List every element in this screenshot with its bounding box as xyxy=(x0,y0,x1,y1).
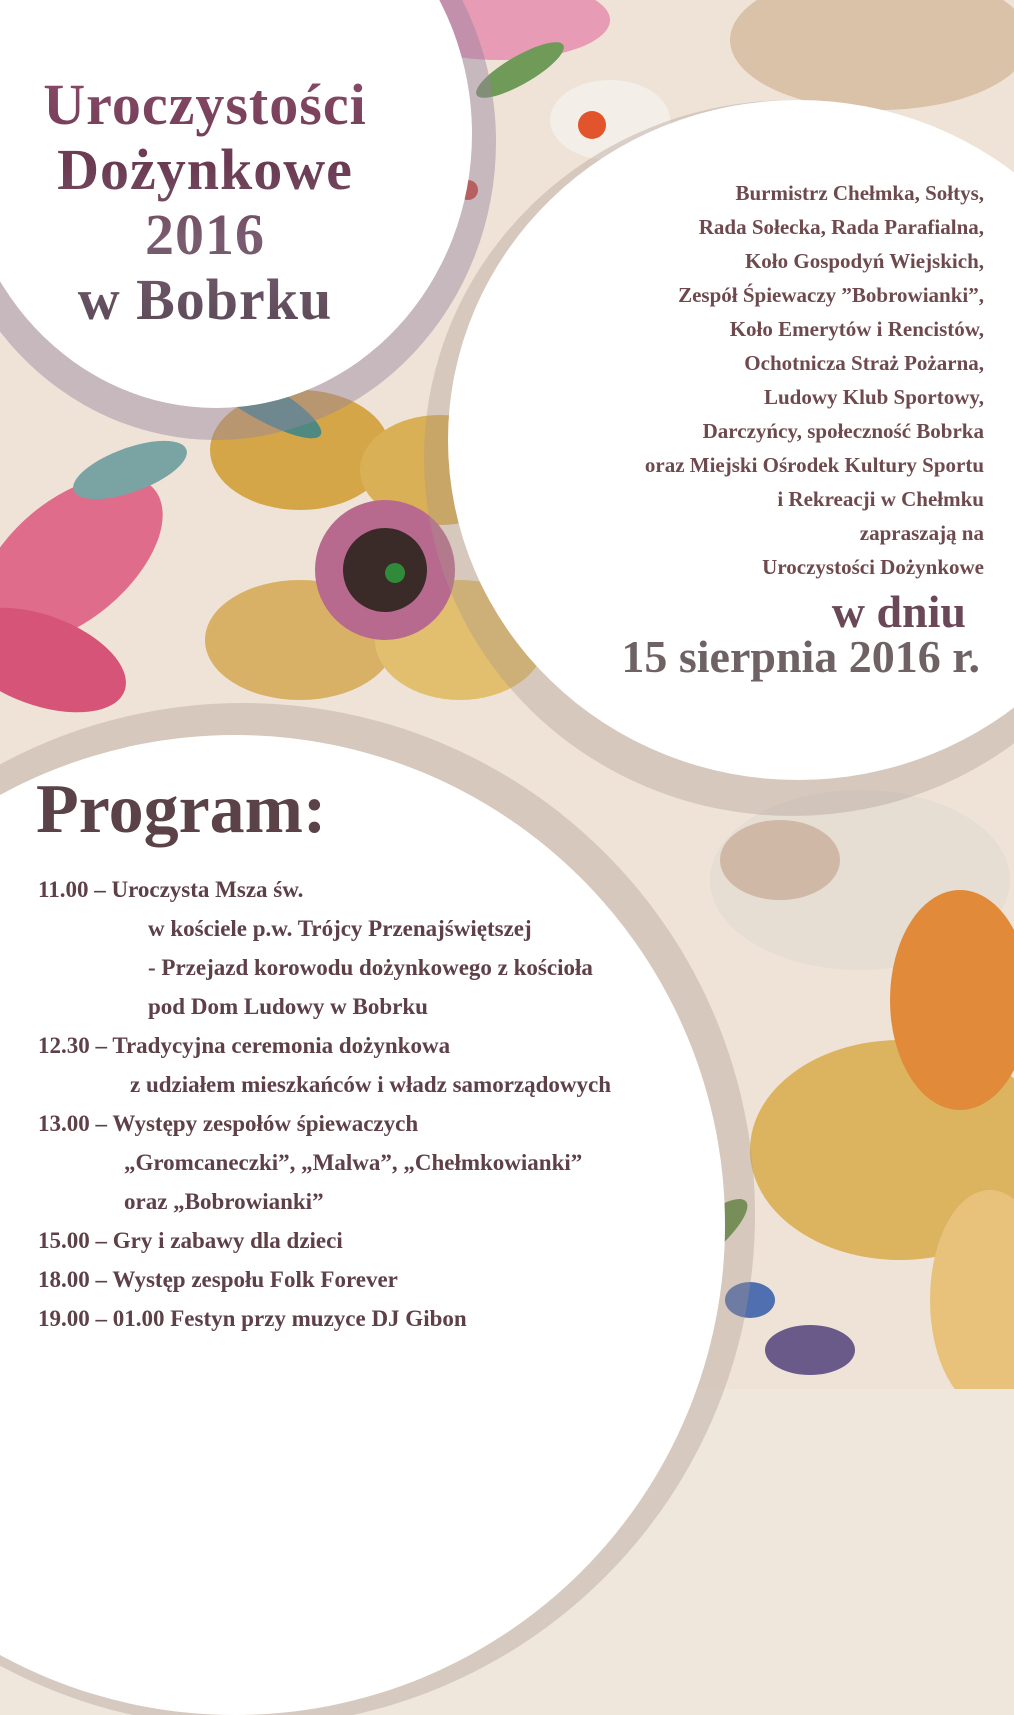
event-title xyxy=(10,72,400,332)
program-item: - Przejazd korowodu dożynkowego z kościoła xyxy=(148,955,593,980)
program-item: 18.00 – Występ zespołu Folk Forever xyxy=(38,1267,398,1292)
program-item: z udziałem mieszkańców i władz samorządowych xyxy=(130,1072,612,1097)
program-item: „Gromcaneczki”, „Malwa”, „Chełmkowianki” xyxy=(124,1150,583,1175)
hosts-list xyxy=(464,176,984,584)
date-prefix: w dniu xyxy=(831,586,966,637)
program-list xyxy=(38,870,678,1338)
title-line: Uroczystości xyxy=(43,72,367,137)
program-item: pod Dom Ludowy w Bobrku xyxy=(148,994,428,1019)
host-line: Zespół Śpiewaczy ”Bobrowianki”, xyxy=(678,283,984,307)
event-date: 15 sierpnia 2016 r. xyxy=(621,631,980,682)
host-line: i Rekreacji w Chełmku xyxy=(777,487,984,511)
program-item: w kościele p.w. Trójcy Przenajświętszej xyxy=(148,916,532,941)
title-line: Dożynkowe xyxy=(57,137,353,202)
program-item: 12.30 – Tradycyjna ceremonia dożynkowa xyxy=(38,1033,451,1058)
host-line: oraz Miejski Ośrodek Kultury Sportu xyxy=(644,453,984,477)
program-item: 15.00 – Gry i zabawy dla dzieci xyxy=(38,1228,343,1253)
title-year: 2016 xyxy=(145,202,265,267)
program-item: 19.00 – 01.00 Festyn przy muzyce DJ Gibon xyxy=(38,1306,467,1331)
host-line: Darczyńcy, społeczność Bobrka xyxy=(702,419,984,443)
host-line: Burmistrz Chełmka, Sołtys, xyxy=(735,181,984,205)
program-item: 11.00 – Uroczysta Msza św. xyxy=(38,877,304,902)
host-line: Rada Sołecka, Rada Parafialna, xyxy=(698,215,984,239)
host-line: Koło Emerytów i Rencistów, xyxy=(729,317,984,341)
title-line: w Bobrku xyxy=(77,267,333,332)
host-line: zapraszają na xyxy=(859,521,984,545)
program-item: oraz „Bobrowianki” xyxy=(124,1189,324,1214)
host-line: Uroczystości Dożynkowe xyxy=(762,555,984,579)
host-line: Ludowy Klub Sportowy, xyxy=(764,385,984,409)
program-heading: Program: xyxy=(36,771,327,848)
host-line: Koło Gospodyń Wiejskich, xyxy=(744,249,984,273)
host-line: Ochotnicza Straż Pożarna, xyxy=(744,351,984,375)
program-item: 13.00 – Występy zespołów śpiewaczych xyxy=(38,1111,419,1136)
